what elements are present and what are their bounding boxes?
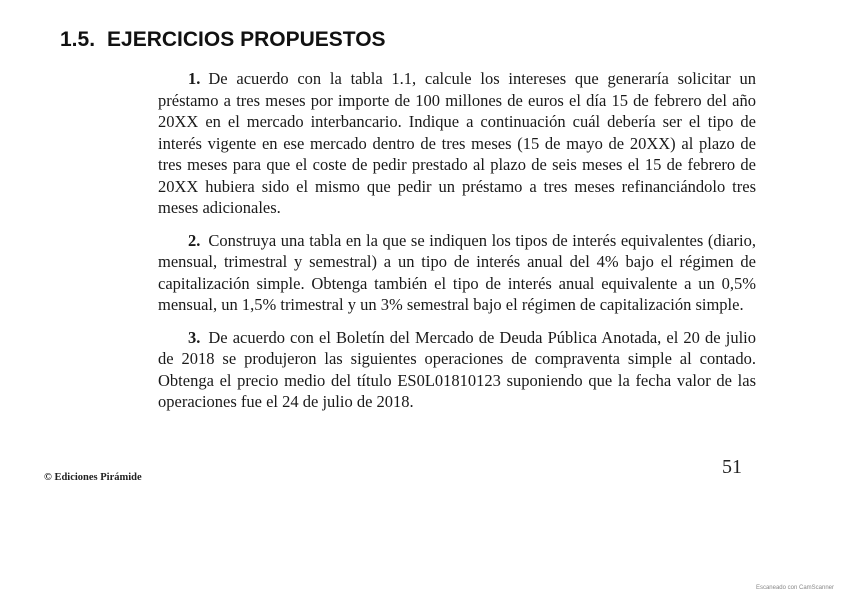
exercise-number: 2. xyxy=(188,230,201,250)
exercise-text: De acuerdo con el Boletín del Mercado de Deuda Pública Anotada, el 20 de julio de 2018 se produjeron las siguientes operaciones de compraventa simple al contado. Obtenga el precio medio del título ES0L01810123 suponiendo que la fecha valor de las operaciones fue el 24 de julio de 2018. xyxy=(158,327,756,411)
scanner-watermark: Escaneado con CamScanner xyxy=(755,585,834,591)
exercise-list xyxy=(158,68,756,424)
page-number: 51 xyxy=(722,456,742,478)
exercise-number: 1. xyxy=(188,69,201,88)
exercise-2 xyxy=(158,230,756,316)
section-heading xyxy=(60,28,386,52)
section-number: 1.5. xyxy=(60,28,96,51)
section-title: EJERCICIOS PROPUESTOS xyxy=(107,28,386,51)
exercise-1 xyxy=(158,68,756,219)
copyright-notice: © Ediciones Pirámide xyxy=(44,472,142,483)
exercise-text: De acuerdo con la tabla 1.1, calcule los intereses que generaría solicitar un préstamo a tres meses por importe de 100 millones de euros el día 15 de febrero del año 20XX en el mercado interbancario. Indique a continuación cuál debería ser el tipo de interés vigente en ese mercado dentro de tres meses (15 de mayo de 20XX) al plazo de tres meses para que el coste de pedir prestado al plazo de seis meses el 15 de febrero de 20XX hubiera sido el mismo que pedir un préstamo a tres meses refinanciándolo tres meses adicionales. xyxy=(158,69,756,217)
exercise-number: 3. xyxy=(188,327,201,347)
exercise-text: Construya una tabla en la que se indiquen los tipos de interés equivalentes (diario, mensual, trimestral y semestral) a un tipo de interés anual del 4% bajo el régimen de capitalización simple. Obtenga también el tipo de interés anual equivalente a un 0,5% mensual, un 1,5% trimestral y un 3% semestral bajo el régimen de capitalización simple. xyxy=(158,230,756,314)
exercise-3 xyxy=(158,327,756,413)
